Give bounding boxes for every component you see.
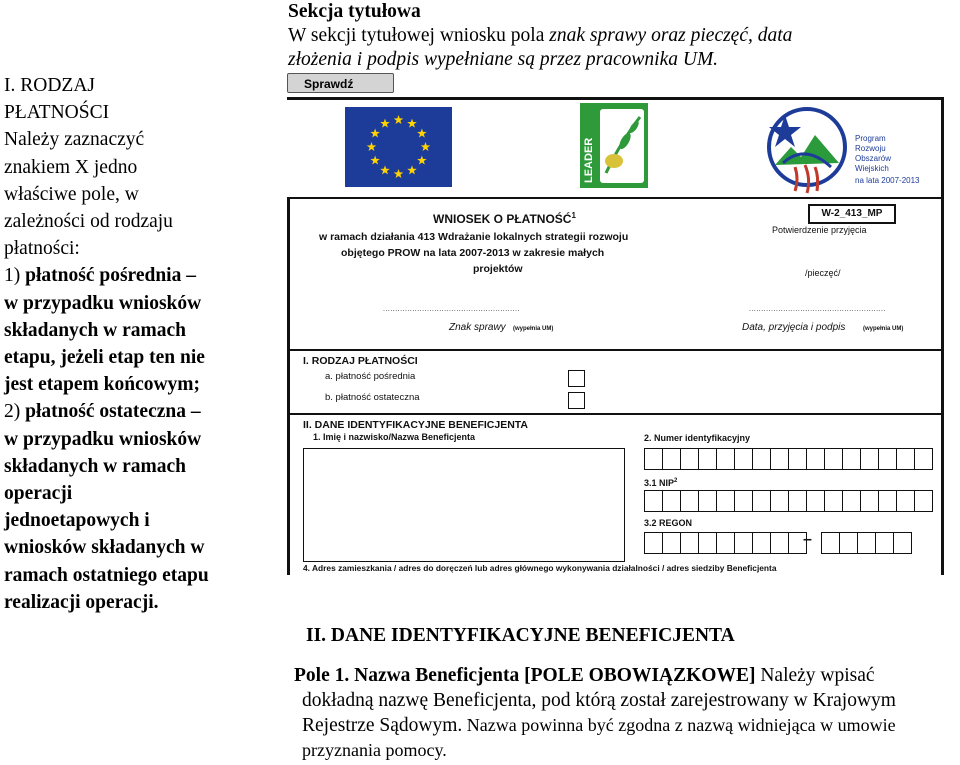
regon-field-suffix[interactable]	[822, 532, 912, 554]
intro-heading: Sekcja tytułowa	[288, 1, 421, 22]
identification-number-field[interactable]	[645, 448, 933, 470]
item-text: wniosków składanych w	[4, 537, 205, 559]
instruction-text: Należy wpisać	[755, 665, 875, 686]
footnote-mark: 1	[571, 211, 576, 220]
eu-flag-icon	[345, 107, 452, 187]
item-text: płatność pośrednia –	[25, 265, 196, 287]
leader-logo-icon	[580, 103, 648, 188]
field2-label: 2. Numer identyfikacyjny	[644, 433, 751, 443]
section2-title: II. DANE IDENTYFIKACYJNE BENEFICJENTA	[303, 419, 528, 431]
field1-title: Pole 1. Nazwa Beneficjenta [POLE OBOWIĄZKOWE]	[294, 665, 756, 686]
divider	[287, 413, 944, 415]
instruction-text: Nazwa powinna być zgodna z nazwą widniejąca w umowie	[462, 715, 896, 735]
item-number: 1)	[4, 265, 26, 287]
item-text: realizacji operacji.	[4, 591, 159, 613]
form-code: W-2_413_MP	[808, 204, 896, 224]
instruction-line	[294, 713, 960, 738]
item-1	[4, 262, 274, 289]
case-number-label: Znak sprawy	[449, 322, 506, 333]
form-border	[287, 199, 290, 575]
divider	[287, 349, 944, 351]
beneficiary-name-field[interactable]	[303, 448, 625, 562]
field31-label	[644, 478, 677, 488]
regon-field[interactable]	[645, 532, 807, 554]
title-section-intro	[288, 0, 960, 72]
instruction-line: płatności:	[4, 238, 80, 260]
intro-line	[288, 24, 960, 48]
form-title	[433, 211, 576, 226]
item-text: składanych w ramach	[4, 319, 187, 341]
item-text: w przypadku wniosków	[4, 428, 202, 450]
check-button[interactable]: Sprawdź	[287, 73, 394, 93]
item-text: jednoetapowych i	[4, 510, 150, 532]
item-number: 2)	[4, 401, 26, 423]
option-b-label: b. płatność ostateczna	[325, 392, 420, 403]
final-payment-checkbox[interactable]	[568, 392, 585, 409]
item-text: składanych w ramach	[4, 455, 187, 477]
intro-text: W sekcji tytułowej wniosku pola	[288, 25, 550, 46]
section1-title: I. RODZAJ PŁATNOŚCI	[303, 355, 418, 367]
form-subtitle: projektów	[473, 263, 523, 275]
prow-logo-text: Wiejskich	[855, 164, 889, 173]
divider	[287, 197, 944, 199]
intermediate-payment-checkbox[interactable]	[568, 370, 585, 387]
instruction-line: zależności od rodzaju	[4, 211, 173, 233]
filled-by-um-note: (wypełnia UM)	[513, 326, 554, 332]
option-a-label: a. płatność pośrednia	[325, 371, 416, 382]
form-border	[941, 97, 944, 575]
instruction-line: znakiem X jedno	[4, 156, 138, 178]
item-text: jest etapem końcowym;	[4, 374, 201, 396]
instruction-line: Należy zaznaczyć	[4, 129, 145, 151]
intro-italic: znak sprawy oraz pieczęć, data	[549, 25, 793, 46]
instruction-text: Rejestrze Sądowym.	[302, 715, 463, 736]
form-subtitle: w ramach działania 413 Wdrażanie lokalnych strategii rozwoju	[319, 231, 629, 243]
field4-label: 4. Adres zamieszkania / adres do doręczeń lub adres głównego wykonywania działalności / adres siedziby Beneficjenta	[303, 563, 777, 573]
stamp-label: /pieczęć/	[805, 268, 841, 278]
instruction-line: właściwe pole, w	[4, 183, 139, 205]
dotted-line: ........................................................	[383, 306, 520, 313]
prow-logo-text: na lata 2007-2013	[855, 176, 920, 185]
prow-logo-icon	[765, 105, 925, 195]
section-title: I. RODZAJ	[4, 75, 95, 96]
item-text: płatność ostateczna –	[25, 401, 201, 423]
payment-type-instructions	[4, 72, 274, 616]
item-text: operacji	[4, 483, 73, 505]
item-text: etapu, jeżeli etap ten nie	[4, 347, 205, 369]
section2-heading: II. DANE IDENTYFIKACYJNE BENEFICJENTA	[306, 625, 735, 646]
section-title: PŁATNOŚCI	[4, 102, 110, 124]
filled-by-um-note: (wypełnia UM)	[863, 326, 904, 332]
field1-label: 1. Imię i nazwisko/Nazwa Beneficjenta	[313, 432, 476, 442]
instruction-line: dokładną nazwę Beneficjenta, pod którą został zarejestrowany w Krajowym	[302, 690, 896, 711]
instruction-line	[294, 663, 960, 688]
item-2	[4, 398, 274, 425]
date-label: Data, przyjęcia i podpis	[742, 322, 846, 333]
field31-text: 3.1 NIP	[644, 478, 675, 488]
receipt-label: Potwierdzenie przyjęcia	[772, 225, 867, 235]
dotted-line: ........................................................	[749, 306, 886, 313]
field1-instructions	[294, 663, 960, 763]
prow-logo-text: Rozwoju	[855, 144, 886, 153]
nip-field[interactable]	[645, 490, 933, 512]
item-text: w przypadku wniosków	[4, 292, 202, 314]
prow-logo-text: Obszarów	[855, 154, 892, 163]
prow-logo-text: Program	[855, 134, 886, 143]
regon-separator: –	[803, 531, 812, 548]
form-subtitle: objętego PROW na lata 2007-2013 w zakresie małych	[341, 247, 605, 259]
leader-logo-text: LEADER	[583, 137, 595, 183]
field32-label: 3.2 REGON	[644, 518, 693, 528]
payment-application-form	[287, 97, 944, 575]
intro-italic: złożenia i podpis wypełniane są przez pracownika UM.	[288, 49, 719, 70]
intro-line	[288, 48, 960, 72]
instruction-line: przyznania pomocy.	[302, 740, 447, 760]
form-border	[287, 97, 944, 100]
footnote-mark: 2	[674, 478, 678, 484]
item-text: ramach ostatniego etapu	[4, 564, 209, 586]
form-title-text: WNIOSEK O PŁATNOŚĆ	[433, 212, 572, 226]
